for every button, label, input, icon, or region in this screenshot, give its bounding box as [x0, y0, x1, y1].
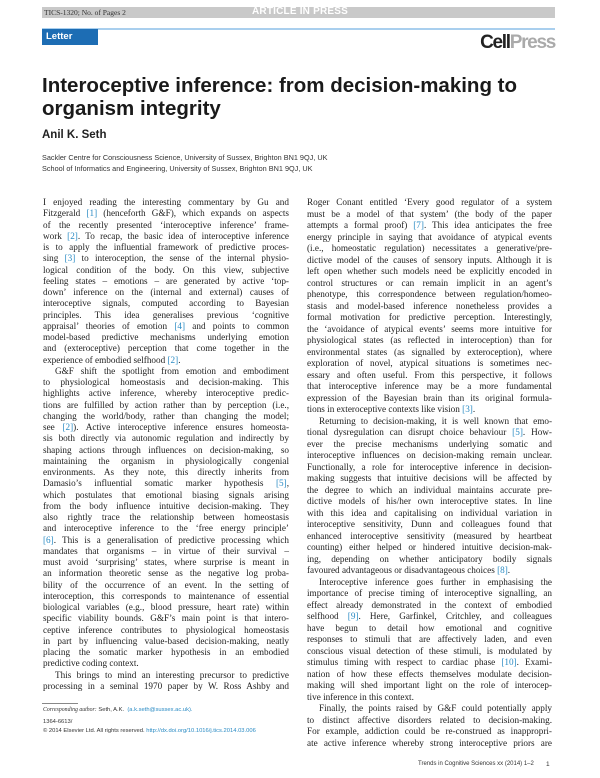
- text-line: shaping actions through influences on decision-making, so: [43, 444, 289, 455]
- citation-link[interactable]: [8]: [497, 565, 508, 575]
- text-line: which postulates that emotional biasing signals arising: [43, 489, 289, 500]
- text-line: ceptive inference contributes to physiological homeostasis: [43, 624, 289, 635]
- article-type-tab: Letter: [42, 29, 98, 45]
- text-line: responses to stimuli that are affectively laden, and even: [307, 634, 552, 644]
- paragraph: [43, 366, 289, 670]
- text-line: (i.e., homeostatic regulation) necessitates a generative/pre-: [307, 243, 552, 253]
- text-line: model-based predictive mechanisms underlying emotion: [43, 332, 289, 342]
- text-line: sing [3] to interoception, the sense of the internal physio-: [43, 253, 289, 264]
- text-line: Fitzgerald [1] (henceforth G&F), which expands on aspects: [43, 208, 289, 219]
- text-line: in part by influencing value-based decision-making, neatly: [43, 635, 289, 646]
- text-line: from the body influence intuitive decision-making. They: [43, 500, 289, 511]
- text-line: mandates that organisms – in virtue of their survival –: [43, 545, 289, 556]
- footnote-rule: [42, 703, 78, 704]
- text-line: Roger Conant entitled ‘Every good regulator of a system: [307, 197, 552, 207]
- page-number: 1: [546, 761, 550, 768]
- text-line: the ‘avoidance of atypical events’ seems more intuitive for: [307, 323, 552, 334]
- text-line: nation of how these effects themselves modulate decision-: [307, 668, 552, 679]
- text-line: of the recently presented ‘interoceptive inference’ frame-: [43, 219, 289, 230]
- text-line: placing the somatic marker hypothesis in an embodied: [43, 647, 289, 657]
- text-line: see [2]). Active interoceptive inference ensures homeosta-: [43, 422, 290, 432]
- citation-link[interactable]: [2]: [67, 230, 78, 241]
- copyright-text: © 2014 Elsevier Ltd. All rights reserved.: [43, 728, 145, 734]
- text-line: must be a model of that system’ (the body of the paper: [307, 208, 552, 219]
- author-email-link[interactable]: (a.k.seth@sussex.ac.uk).: [127, 707, 193, 713]
- text-line: phenotype, this correspondence between regulation/homeo-: [307, 289, 552, 299]
- text-line: Damasio’s influential somatic marker hypothesis [5],: [43, 478, 289, 489]
- text-line: is to apply the influential framework of predictive proces-: [43, 242, 289, 252]
- text-line: interoceptive sensitivity, Dunn and colleagues found that: [307, 519, 552, 529]
- paragraph: [307, 577, 552, 704]
- text-line: bility of the occurrence of an event. In the setting of: [43, 579, 289, 590]
- text-line: attempts a formal proof) [7]. This idea anticipates the free: [307, 220, 552, 230]
- text-line: making suggests that intuitive decisions will be affected by: [307, 473, 552, 483]
- text-line: specific viability bounds. G&F’s main point is that intero-: [43, 613, 289, 624]
- citation-link[interactable]: [10]: [501, 657, 517, 667]
- text-line: changing the world/body, rather than changing the model;: [43, 410, 289, 421]
- citation-link[interactable]: [9]: [347, 611, 359, 621]
- affiliation-1: Sackler Centre for Consciousness Science, University of Sussex, Brighton BN1 9QJ, UK: [42, 153, 328, 162]
- text-line: importance of precise timing of interoceptive signalling, an: [307, 588, 552, 598]
- body-right-column: [307, 197, 552, 749]
- affiliation-2: School of Informatics and Engineering, University of Sussex, Brighton BN1 9QJ, UK: [42, 164, 313, 173]
- text-line: logical condition of the body. On this view, subjective: [43, 264, 289, 275]
- citation-link[interactable]: [1]: [86, 208, 98, 219]
- corresponding-label: Corresponding author:: [43, 707, 97, 713]
- citation-link[interactable]: [3]: [64, 253, 76, 264]
- text-line: exploration of novel, atypical situations is sometimes nec-: [307, 358, 552, 368]
- text-line: sis both directly via autonomic regulation and indirectly by: [43, 433, 289, 444]
- text-line: dictive models of his/her own interoceptive states. In line: [307, 496, 552, 506]
- issn: 1364-6613/: [43, 719, 73, 725]
- copyright-line: [43, 728, 256, 734]
- text-line: enhanced interoceptive sensitivity (measured by heartbeat: [307, 530, 552, 541]
- text-line: [6]. This is a generalisation of predictive processing which: [43, 534, 289, 545]
- text-line: conscious visual detection of these stimuli, is modulated by: [307, 645, 552, 656]
- paragraph: [307, 416, 552, 577]
- paragraph: [43, 197, 289, 366]
- text-line: ing, depending on whether anticipatory bodily signals: [307, 553, 552, 564]
- text-line: predictive coding context.: [43, 658, 139, 669]
- text-line: biological variables (e.g., blood pressure, heart rate) within: [43, 602, 289, 612]
- article-in-press-label: ARTICLE IN PRESS: [252, 6, 348, 17]
- author-name: Anil K. Seth: [42, 129, 107, 141]
- text-line: with this idea and capitalising on individual variation in: [307, 507, 552, 518]
- citation-link[interactable]: [5]: [512, 427, 523, 437]
- citation-link[interactable]: [5]: [275, 478, 287, 489]
- text-line: tions in exteroceptive contexts like vision [3].: [307, 404, 476, 414]
- text-line: Finally, the points raised by G&F could potentially apply: [319, 703, 552, 713]
- journal-citation-footer: Trends in Cognitive Sciences xx (2014) 1–2: [418, 761, 534, 767]
- text-line: ate active inference whereby strong interoceptive priors are: [307, 737, 552, 748]
- journal-id: TICS-1320; No. of Pages 2: [44, 8, 126, 17]
- text-line: have begun to detail how emotional and cognitive: [307, 622, 552, 633]
- text-line: tive inference in this context.: [307, 691, 414, 702]
- text-line: also rightly trace the relationship between homeostasis: [43, 512, 289, 522]
- text-line: the degree to which an individual maintains accurate pre-: [307, 484, 552, 495]
- text-line: work [2]. To recap, the basic idea of interoceptive inference: [43, 230, 289, 241]
- body-left-column: [43, 197, 289, 692]
- text-line: For example, addiction could be re-construed as inappropri-: [307, 726, 552, 736]
- text-line: processing in a seminal 1970 paper by W. Ross Ashby and: [43, 680, 289, 691]
- text-line: This brings to mind an interesting precursor to predictive: [55, 669, 289, 680]
- text-line: essary and often useful. From this perspective, it follows: [307, 369, 552, 380]
- citation-link[interactable]: [2]: [62, 422, 74, 432]
- text-line: highlights active inference, whereby interoceptive predic-: [43, 388, 289, 399]
- text-line: maintaining the organism in physiologically congenial: [43, 455, 289, 466]
- text-line: principles. This idea generalises previous ‘cognitive: [43, 309, 289, 320]
- text-line: Returning to decision-making, it is well known that emo-: [319, 415, 552, 426]
- text-line: must avoid ‘surprising’ states, where surprise is meant in: [43, 557, 289, 567]
- text-line: counting) either helped or hindered intuitive decision-mak-: [307, 542, 552, 552]
- text-line: an information theoretic sense as the negative log proba-: [43, 568, 289, 579]
- cellpress-logo: [480, 32, 555, 54]
- citation-link[interactable]: [2]: [167, 354, 179, 365]
- citation-link[interactable]: [4]: [174, 320, 186, 331]
- text-line: and (exteroceptive) perception that come together in the: [43, 343, 289, 354]
- corresponding-name: Seth, A.K.: [98, 707, 125, 713]
- text-line: tional dysregulation can disrupt choice behaviour [5]. How-: [307, 427, 552, 437]
- text-line: dictive model of the causes of sensory inputs. Although it is: [307, 254, 552, 265]
- text-line: environmental states (as signalled by exteroception), where: [307, 346, 552, 357]
- doi-link[interactable]: http://dx.doi.org/10.1016/j.tics.2014.03.006: [146, 728, 256, 734]
- text-line: ever the precise mechanisms underlying somatic and: [307, 438, 552, 449]
- text-line: making will shed important light on the role of interocep-: [307, 680, 552, 690]
- text-line: environments. As they note, this directly inherits from: [43, 467, 289, 477]
- logo-press: Press: [509, 32, 555, 53]
- logo-cell: Cell: [480, 32, 510, 53]
- text-line: feeling states – emotions – are generated by active ‘top-: [43, 275, 289, 286]
- paragraph: [43, 670, 289, 693]
- citation-link[interactable]: [6]: [43, 534, 54, 545]
- text-line: favoured advantageous or disadvantageous choices [8].: [307, 565, 511, 575]
- text-line: interoceptive signals, computed according to Bayesian: [43, 298, 289, 309]
- text-line: and interoceptive inference to the ‘free energy principle’: [43, 523, 289, 534]
- header-divider: [42, 28, 555, 30]
- paragraph: [307, 703, 552, 749]
- text-line: experience of embodied selfhood [2].: [43, 354, 181, 365]
- text-line: effect already demonstrated in the context of embodied: [307, 599, 552, 610]
- text-line: to physiological homeostasis and decision-making. This: [43, 377, 289, 387]
- text-line: that interoceptive inference may be a more fundamental: [307, 381, 552, 391]
- text-line: selfhood [9]. Here, Garfinkel, Critchley, and colleagues: [307, 611, 553, 621]
- text-line: left open whether such models need be explicitly encoded in: [307, 266, 552, 276]
- text-line: appraisal’ theories of emotion [4] and points to common: [43, 320, 290, 331]
- citation-link[interactable]: [3]: [462, 404, 473, 414]
- text-line: down’ inference on the (internal and external) causes of: [43, 287, 289, 297]
- text-line: Interoceptive inference goes further in emphasising the: [319, 576, 552, 587]
- article-title: Interoceptive inference: from decision-making to organism integrity: [42, 74, 518, 120]
- text-line: to distinct affective disorders related to decision-making.: [307, 714, 552, 725]
- text-line: energy principle in saying that avoidance of atypical events: [307, 231, 552, 242]
- text-line: physiological states (as reflected in interoception) than for: [307, 335, 552, 345]
- text-line: expression of the Bayesian brain than its original formula-: [307, 392, 552, 403]
- text-line: I enjoyed reading the interesting commentary by Gu and: [43, 197, 289, 207]
- text-line: control structures or can remain implicit in an agent’s: [307, 277, 552, 288]
- text-line: interoceptive influences on decision-making remain unclear.: [307, 450, 552, 460]
- text-line: tions are fulfilled by action rather than by perception (i.e.,: [43, 399, 289, 410]
- paragraph: [307, 197, 552, 416]
- text-line: stimulus timing with respect to cardiac phase [10]. Exami-: [307, 657, 552, 667]
- text-line: G&F shift the spotlight from emotion and embodiment: [55, 365, 289, 376]
- text-line: formal motivation for predictive perception. Interestingly,: [307, 312, 552, 322]
- text-line: interoception, this corresponds to maintenance of essential: [43, 590, 289, 601]
- text-line: stasis and model-based inference nonetheless provides a: [307, 300, 552, 311]
- text-line: Functionally, a role for interoceptive inference in decision-: [307, 461, 552, 472]
- citation-link[interactable]: [7]: [413, 220, 424, 230]
- corresponding-author-note: [43, 707, 193, 713]
